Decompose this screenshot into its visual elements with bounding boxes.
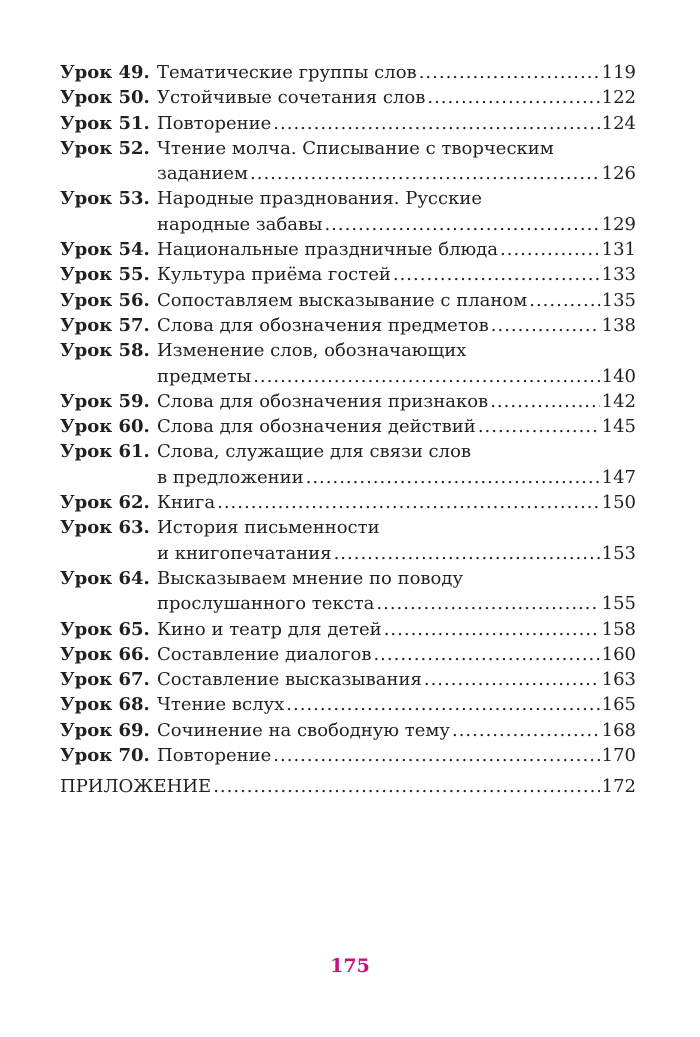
- dot-leader: [529, 288, 599, 313]
- toc-entry-appendix: [60, 774, 636, 799]
- lesson-title: Слова для обозначения действий: [157, 416, 476, 438]
- lesson-label: Урок 64.: [60, 567, 150, 589]
- lesson-title-last-line: [157, 111, 636, 136]
- lesson-title: Национальные праздничные блюда: [157, 239, 498, 261]
- dot-leader: [250, 161, 600, 186]
- toc-entry: [60, 515, 636, 566]
- lesson-label: Урок 56.: [60, 289, 150, 311]
- lesson-title-block: [157, 515, 636, 566]
- toc-entry: [60, 642, 636, 667]
- lesson-title-last-line: [157, 212, 636, 237]
- dot-leader: [491, 313, 600, 338]
- lesson-title: предметы: [157, 365, 252, 387]
- lesson-title-block: [157, 85, 636, 110]
- lesson-title-line: Чтение молча. Списывание с творческим: [157, 137, 554, 159]
- dot-leader: [478, 414, 600, 439]
- lesson-label: Урок 57.: [60, 314, 150, 336]
- lesson-title: Составление диалогов: [157, 643, 372, 665]
- lesson-title-block: [157, 566, 636, 617]
- lesson-page-number: 160: [601, 643, 636, 665]
- lesson-page-number: 142: [601, 390, 636, 412]
- lesson-title-last-line: [157, 541, 636, 566]
- lesson-label: Урок 58.: [60, 340, 150, 362]
- lesson-title-last-line: [157, 161, 636, 186]
- toc-entry: [60, 186, 636, 237]
- lesson-label: Урок 63.: [60, 517, 150, 539]
- lesson-title: и книгопечатания: [157, 542, 332, 564]
- lesson-title-last-line: [157, 465, 636, 490]
- lesson-label: Урок 51.: [60, 112, 150, 134]
- lesson-label: Урок 55.: [60, 264, 150, 286]
- toc-entry: [60, 617, 636, 642]
- lesson-title: в предложении: [157, 466, 304, 488]
- lesson-label: Урок 61.: [60, 441, 150, 463]
- lesson-title-block: [157, 111, 636, 136]
- lesson-page-number: 165: [601, 694, 636, 716]
- toc-entry: [60, 338, 636, 389]
- appendix-title: ПРИЛОЖЕНИЕ: [60, 776, 212, 798]
- lesson-title-block: [157, 617, 636, 642]
- lesson-title-block: [157, 288, 636, 313]
- dot-leader: [452, 718, 600, 743]
- lesson-label: Урок 66.: [60, 643, 150, 665]
- dot-leader: [427, 85, 599, 110]
- lesson-title: Культура приёма гостей: [157, 264, 391, 286]
- page-number: 175: [330, 955, 370, 977]
- toc-entry: [60, 692, 636, 717]
- lesson-page-number: 158: [601, 618, 636, 640]
- lesson-title-last-line: [157, 313, 636, 338]
- lesson-title: Сопоставляем высказывание с планом: [157, 289, 528, 311]
- toc-entries: [60, 60, 636, 768]
- toc-entry: [60, 111, 636, 136]
- toc-entry: [60, 288, 636, 313]
- lesson-title-last-line: [157, 617, 636, 642]
- toc-entry: [60, 490, 636, 515]
- lesson-title-last-line: [157, 642, 636, 667]
- lesson-title-block: [157, 642, 636, 667]
- table-of-contents: [60, 60, 636, 800]
- dot-leader: [286, 692, 599, 717]
- lesson-title-line: Народные празднования. Русские: [157, 188, 482, 210]
- lesson-title-block: [157, 262, 636, 287]
- lesson-title-block: [157, 414, 636, 439]
- toc-entry: [60, 60, 636, 85]
- lesson-title-line: Высказываем мнение по поводу: [157, 567, 464, 589]
- lesson-page-number: 133: [601, 264, 636, 286]
- lesson-label: Урок 68.: [60, 694, 150, 716]
- lesson-label: Урок 49.: [60, 62, 150, 83]
- lesson-page-number: 147: [601, 466, 636, 488]
- lesson-title-line: Слова, служащие для связи слов: [157, 441, 472, 463]
- lesson-title: прослушанного текста: [157, 593, 375, 615]
- dot-leader: [253, 364, 599, 389]
- lesson-page-number: 138: [601, 314, 636, 336]
- lesson-title: Книга: [157, 492, 216, 514]
- lesson-title: Тематические группы слов: [157, 62, 417, 83]
- lesson-title-last-line: [157, 743, 636, 768]
- toc-entry: [60, 743, 636, 768]
- dot-leader: [217, 490, 600, 515]
- toc-entry: [60, 439, 636, 490]
- lesson-page-number: 124: [601, 112, 636, 134]
- lesson-page-number: 145: [601, 416, 636, 438]
- lesson-page-number: 168: [601, 719, 636, 741]
- lesson-page-number: 126: [601, 163, 636, 185]
- dot-leader: [306, 465, 600, 490]
- lesson-title-last-line: [157, 490, 636, 515]
- toc-entry: [60, 389, 636, 414]
- lesson-label: Урок 59.: [60, 390, 150, 412]
- lesson-title: Повторение: [157, 112, 272, 134]
- toc-entry: [60, 237, 636, 262]
- lesson-page-number: 153: [601, 542, 636, 564]
- lesson-title-last-line: [157, 237, 636, 262]
- lesson-title: Чтение вслух: [157, 694, 285, 716]
- lesson-title: Составление высказывания: [157, 669, 422, 691]
- lesson-page-number: 140: [601, 365, 636, 387]
- lesson-title: народные забавы: [157, 213, 323, 235]
- lesson-title-block: [157, 692, 636, 717]
- dot-leader: [373, 642, 599, 667]
- lesson-label: Урок 54.: [60, 239, 150, 261]
- toc-entry: [60, 566, 636, 617]
- lesson-title-block: [157, 338, 636, 389]
- dot-leader: [213, 774, 599, 799]
- toc-entry: [60, 262, 636, 287]
- lesson-label: Урок 60.: [60, 416, 150, 438]
- lesson-page-number: 155: [601, 593, 636, 615]
- toc-entry: [60, 85, 636, 110]
- lesson-title: Повторение: [157, 745, 272, 767]
- lesson-label: Урок 50.: [60, 87, 150, 109]
- lesson-label: Урок 65.: [60, 618, 150, 640]
- appendix-page: 172: [601, 776, 636, 798]
- lesson-title: Кино и театр для детей: [157, 618, 382, 640]
- lesson-title-last-line: [157, 364, 636, 389]
- lesson-title-last-line: [157, 692, 636, 717]
- dot-leader: [324, 212, 599, 237]
- lesson-title-block: [157, 718, 636, 743]
- dot-leader: [419, 60, 600, 85]
- lesson-label: Урок 53.: [60, 188, 150, 210]
- lesson-title-last-line: [157, 591, 636, 616]
- dot-leader: [334, 541, 600, 566]
- lesson-title-block: [157, 667, 636, 692]
- lesson-title-block: [157, 60, 636, 85]
- lesson-title: Сочинение на свободную тему: [157, 719, 450, 741]
- lesson-title-last-line: [157, 60, 636, 85]
- lesson-page-number: 122: [601, 87, 636, 109]
- lesson-title-last-line: [157, 85, 636, 110]
- lesson-title: Устойчивые сочетания слов: [157, 87, 426, 109]
- lesson-title-last-line: [157, 262, 636, 287]
- dot-leader: [393, 262, 600, 287]
- lesson-title: заданием: [157, 163, 249, 185]
- dot-leader: [424, 667, 600, 692]
- lesson-title-last-line: [157, 667, 636, 692]
- lesson-label: Урок 52.: [60, 137, 150, 159]
- lesson-label: Урок 67.: [60, 669, 150, 691]
- dot-leader: [273, 743, 599, 768]
- toc-entry: [60, 136, 636, 187]
- dot-leader: [376, 591, 599, 616]
- lesson-title-last-line: [157, 389, 636, 414]
- lesson-label: Урок 69.: [60, 719, 150, 741]
- lesson-page-number: 170: [601, 745, 636, 767]
- lesson-title-block: [157, 490, 636, 515]
- lesson-title-block: [157, 743, 636, 768]
- lesson-title-block: [157, 439, 636, 490]
- lesson-title-block: [157, 136, 636, 187]
- toc-entry: [60, 414, 636, 439]
- toc-entry: [60, 718, 636, 743]
- lesson-title-last-line: [157, 718, 636, 743]
- lesson-page-number: 135: [601, 289, 636, 311]
- lesson-title-block: [157, 389, 636, 414]
- lesson-title: Слова для обозначения предметов: [157, 314, 489, 336]
- dot-leader: [384, 617, 600, 642]
- lesson-title-last-line: [157, 288, 636, 313]
- lesson-title-last-line: [157, 414, 636, 439]
- lesson-label: Урок 70.: [60, 745, 150, 767]
- lesson-title-line: История письменности: [157, 517, 380, 539]
- lesson-title-block: [157, 313, 636, 338]
- lesson-page-number: 150: [601, 492, 636, 514]
- lesson-page-number: 119: [601, 62, 636, 83]
- lesson-page-number: 129: [601, 213, 636, 235]
- dot-leader: [500, 237, 600, 262]
- lesson-title-line: Изменение слов, обозначающих: [157, 340, 467, 362]
- dot-leader: [273, 111, 599, 136]
- lesson-page-number: 131: [601, 239, 636, 261]
- lesson-title: Слова для обозначения признаков: [157, 390, 489, 412]
- lesson-title-block: [157, 237, 636, 262]
- toc-entry: [60, 313, 636, 338]
- dot-leader: [490, 389, 599, 414]
- lesson-title-block: [157, 186, 636, 237]
- lesson-label: Урок 62.: [60, 492, 150, 514]
- toc-entry: [60, 667, 636, 692]
- lesson-page-number: 163: [601, 669, 636, 691]
